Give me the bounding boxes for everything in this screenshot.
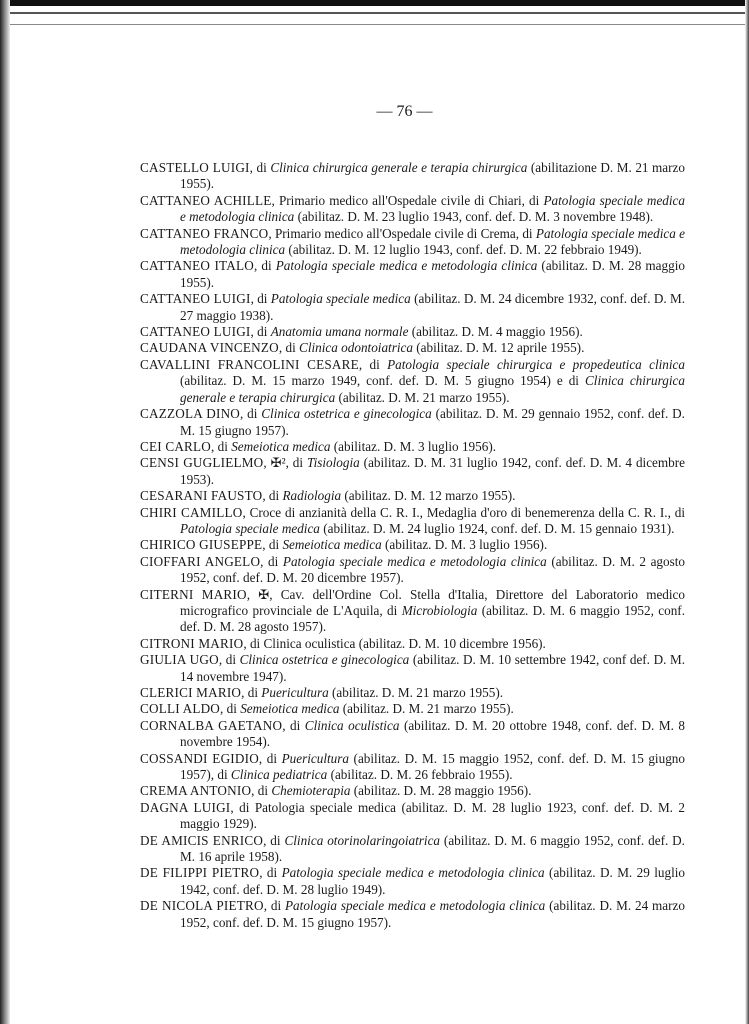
entry-text: (abilitaz. D. M. 24 dicembre 1932, conf. def. D. M. 27 maggio 1938). bbox=[180, 291, 685, 323]
entry-text: (abilitaz. D. M. 4 maggio 1956). bbox=[408, 324, 583, 340]
entry-name: CITRONI MARIO bbox=[140, 635, 244, 651]
entry-text: (abilitaz. D. M. 15 marzo 1949, conf. def. D. M. 5 giugno 1954) e di bbox=[180, 373, 585, 389]
entry-name: CEI CARLO bbox=[140, 438, 212, 454]
entry-subject: Radiologia bbox=[282, 488, 342, 504]
entry-text: (abilitaz. D. M. 3 luglio 1956). bbox=[330, 438, 497, 454]
scan-left-edge bbox=[0, 0, 10, 1024]
entry-text: (abilitaz. D. M. 21 marzo 1955). bbox=[328, 685, 504, 700]
entry-name: CATTANEO ITALO bbox=[140, 258, 254, 274]
entry-text: (abilitaz. D. M. 29 luglio 1942, conf. def. D. M. 28 luglio 1949). bbox=[180, 865, 686, 897]
entry-text: (abilitaz. D. M. 21 marzo 1955). bbox=[335, 389, 510, 405]
entry-text: , di Clinica oculistica (abilitaz. D. M. 10 dicembre 1956). bbox=[243, 635, 546, 651]
entry-name: DE AMICIS ENRICO bbox=[140, 832, 264, 848]
entry-subject: Anatomia umana normale bbox=[270, 324, 409, 340]
list-item bbox=[140, 701, 685, 717]
entry-text: (abilitaz. D. M. 28 maggio 1955). bbox=[180, 258, 685, 290]
entry-subject: Puericultura bbox=[281, 750, 349, 766]
entry-subject: Patologia speciale medica e metodologia clinica bbox=[281, 865, 545, 881]
entry-text: , di bbox=[250, 291, 271, 307]
entry-name: CAVALLINI FRANCOLINI CESARE bbox=[140, 356, 359, 372]
list-item bbox=[140, 258, 685, 291]
entry-text: , di bbox=[211, 438, 232, 454]
entry-subject: Patologia speciale medica bbox=[180, 520, 320, 536]
entry-subject: Semeiotica medica bbox=[231, 438, 331, 454]
entry-text: , Primario medico all'Ospedale civile di Chiari, di bbox=[271, 192, 544, 208]
list-item bbox=[140, 537, 685, 553]
entry-subject: Semeiotica medica bbox=[240, 701, 340, 717]
entry-name: CESARANI FAUSTO bbox=[140, 488, 263, 504]
entry-name: GIULIA UGO bbox=[140, 652, 219, 668]
entry-text: , di bbox=[259, 865, 282, 881]
list-item bbox=[140, 160, 685, 193]
entry-name: CORNALBA GAETANO bbox=[140, 717, 283, 733]
entry-name: DE FILIPPI PIETRO bbox=[140, 865, 260, 881]
list-item bbox=[140, 357, 685, 406]
entry-text: (abilitaz. D. M. 20 ottobre 1948, conf. def. D. M. 8 novembre 1954). bbox=[180, 717, 685, 750]
list-item bbox=[140, 193, 685, 226]
entry-text: , Croce di anzianità della C. R. I., Medaglia d'oro di benemerenza della C. R. I., di bbox=[242, 504, 685, 520]
entry-text: , di bbox=[241, 685, 262, 700]
entry-name: CATTANEO LUIGI bbox=[140, 291, 251, 307]
entry-text: , di bbox=[263, 832, 285, 848]
list-item bbox=[140, 340, 685, 356]
entry-name: CAZZOLA DINO bbox=[140, 406, 241, 422]
entry-name: COSSANDI EGIDIO bbox=[140, 750, 259, 766]
scan-rule bbox=[0, 12, 749, 14]
entry-subject: Patologia speciale medica bbox=[270, 291, 411, 307]
list-item bbox=[140, 800, 685, 833]
list-item bbox=[140, 226, 685, 259]
list-item bbox=[140, 505, 685, 538]
entry-name: CHIRI CAMILLO bbox=[140, 504, 243, 520]
list-item bbox=[140, 291, 685, 324]
list-item bbox=[140, 455, 685, 488]
entry-text: , di Patologia speciale medica (abilitaz. D. M. 28 luglio 1923, conf. def. D. M. 2 maggio 1929). bbox=[180, 799, 685, 832]
entry-text: (abilitaz. D. M. 24 marzo 1952, conf. def. D. M. 15 giugno 1957). bbox=[180, 898, 685, 930]
page-number: — 76 — bbox=[376, 103, 433, 120]
entry-text: (abilitaz. D. M. 15 maggio 1952, conf. def. D. M. 15 giugno 1957), di bbox=[180, 750, 685, 783]
entry-text: , di bbox=[260, 553, 283, 569]
entry-text: (abilitaz. D. M. 6 maggio 1952, conf. def. D. M. 16 aprile 1958). bbox=[180, 832, 685, 865]
entry-text: (abilitaz. D. M. 6 maggio 1952, conf. def. D. M. 28 agosto 1957). bbox=[180, 602, 685, 635]
entry-text: , di bbox=[278, 340, 300, 356]
entry-text: , di bbox=[262, 537, 283, 553]
entry-text: , di bbox=[250, 324, 271, 340]
list-item bbox=[140, 587, 685, 636]
entry-subject: Chemioterapia bbox=[271, 783, 351, 799]
entry-text: , di bbox=[282, 717, 305, 733]
list-item bbox=[140, 439, 685, 455]
entry-subject: Patologia speciale medica e metodologia clinica bbox=[275, 258, 538, 274]
entry-subject: Puericultura bbox=[261, 685, 329, 700]
entry-text: (abilitaz. D. M. 12 luglio 1943, conf. def. D. M. 22 febbraio 1949). bbox=[285, 242, 642, 258]
entry-text: (abilitazione D. M. 21 marzo 1955). bbox=[180, 160, 686, 192]
entry-text: (abilitaz. D. M. 10 settembre 1942, conf def. D. M. 14 novembre 1947). bbox=[180, 652, 685, 684]
entry-text: (abilitaz. D. M. 29 gennaio 1952, conf. def. D. M. 15 giugno 1957). bbox=[180, 406, 685, 438]
entry-subject: Semeiotica medica bbox=[282, 537, 382, 553]
entry-subject: Clinica oculistica bbox=[304, 717, 400, 733]
entry-name: CLERICI MARIO bbox=[140, 685, 242, 700]
entry-name: DAGNA LUIGI bbox=[140, 799, 231, 815]
entry-text: , di bbox=[263, 898, 285, 914]
list-item bbox=[140, 685, 685, 701]
entry-list bbox=[140, 160, 685, 931]
entry-subject: Clinica ostetrica e ginecologica bbox=[239, 652, 410, 668]
list-item bbox=[140, 652, 685, 685]
entry-text: , ✠, Cav. dell'Ordine Col. Stella d'Italia, Direttore del Laboratorio medico micrografico provinciale de L'Aquila, di bbox=[180, 586, 686, 618]
entry-subject: Patologia speciale chirurgica e propedeutica clinica bbox=[387, 356, 685, 372]
entry-subject: Patologia speciale medica e metodologia clinica bbox=[282, 553, 547, 569]
list-item bbox=[140, 488, 685, 504]
entry-name: CASTELLO LUIGI bbox=[140, 160, 250, 175]
entry-subject: Patologia speciale medica e metodologia clinica bbox=[180, 192, 685, 225]
list-item bbox=[140, 554, 685, 587]
scan-right-edge bbox=[745, 0, 749, 1024]
entry-name: CREMA ANTONIO bbox=[140, 783, 252, 799]
entry-text: , di bbox=[358, 356, 388, 372]
entry-text: , di bbox=[218, 652, 240, 668]
entry-name: CHIRICO GIUSEPPE bbox=[140, 537, 263, 553]
list-item bbox=[140, 865, 685, 898]
entry-name: CITERNI MARIO bbox=[140, 586, 247, 602]
entry-name: COLLI ALDO bbox=[140, 701, 221, 717]
entry-subject: Clinica chirurgica generale e terapia chirurgica bbox=[270, 160, 528, 175]
entry-subject: Clinica odontoiatrica bbox=[299, 340, 413, 356]
entry-name: DE NICOLA PIETRO bbox=[140, 898, 264, 914]
list-item bbox=[140, 751, 685, 784]
entry-name: CATTANEO FRANCO bbox=[140, 225, 269, 241]
list-item bbox=[140, 898, 685, 931]
entry-text: (abilitaz. D. M. 12 aprile 1955). bbox=[412, 340, 585, 356]
list-item bbox=[140, 783, 685, 799]
entry-text: (abilitaz. D. M. 23 luglio 1943, conf. def. D. M. 3 novembre 1948). bbox=[294, 209, 654, 225]
entry-text: (abilitaz. D. M. 24 luglio 1924, conf. def. D. M. 15 gennaio 1931). bbox=[319, 520, 675, 536]
entry-text: , di bbox=[251, 783, 272, 799]
entry-text: , ✠², di bbox=[263, 455, 307, 471]
entry-name: CIOFFARI ANGELO bbox=[140, 553, 261, 569]
entry-text: (abilitaz. D. M. 21 marzo 1955). bbox=[339, 701, 514, 717]
list-item bbox=[140, 324, 685, 340]
entry-text: (abilitaz. D. M. 2 agosto 1952, conf. def. D. M. 20 dicembre 1957). bbox=[180, 553, 685, 586]
entry-text: (abilitaz. D. M. 31 luglio 1942, conf. def. D. M. 4 dicembre 1953). bbox=[180, 455, 685, 487]
entry-subject: Clinica otorinolaringoiatrica bbox=[284, 832, 441, 848]
entry-text: , di bbox=[253, 258, 276, 274]
entry-text: , di bbox=[258, 750, 282, 766]
entry-text: , Primario medico all'Ospedale civile di Crema, di bbox=[268, 225, 536, 241]
entry-name: CENSI GUGLIELMO bbox=[140, 455, 264, 471]
list-item bbox=[140, 718, 685, 751]
entry-text: , di bbox=[240, 406, 262, 422]
entry-subject: Clinica pediatrica bbox=[230, 767, 328, 783]
entry-name: CATTANEO LUIGI bbox=[140, 324, 251, 340]
scan-rule bbox=[0, 24, 749, 25]
entry-text: (abilitaz. D. M. 28 maggio 1956). bbox=[350, 783, 532, 799]
entry-name: CAUDANA VINCENZO bbox=[140, 340, 279, 356]
entry-text: , di bbox=[262, 488, 283, 504]
entry-text: (abilitaz. D. M. 12 marzo 1955). bbox=[341, 488, 516, 504]
list-item bbox=[140, 406, 685, 439]
entry-subject: Microbiologia bbox=[401, 602, 478, 618]
list-item bbox=[140, 636, 685, 652]
entry-text: (abilitaz. D. M. 26 febbraio 1955). bbox=[327, 767, 513, 783]
entry-subject: Patologia speciale medica e metodologia clinica bbox=[285, 898, 546, 914]
list-item bbox=[140, 833, 685, 866]
entry-name: CATTANEO ACHILLE bbox=[140, 192, 272, 208]
scan-top-edge bbox=[0, 0, 749, 6]
entry-subject: Tisiologia bbox=[306, 455, 360, 471]
entry-text: , di bbox=[249, 160, 271, 175]
entry-text: (abilitaz. D. M. 3 luglio 1956). bbox=[381, 537, 548, 553]
entry-text: , di bbox=[220, 701, 241, 717]
entry-subject: Clinica chirurgica generale e terapia chirurgica bbox=[180, 373, 685, 405]
entry-subject: Clinica ostetrica e ginecologica bbox=[261, 406, 432, 422]
entry-subject: Patologia speciale medica e metodologia clinica bbox=[180, 225, 685, 258]
